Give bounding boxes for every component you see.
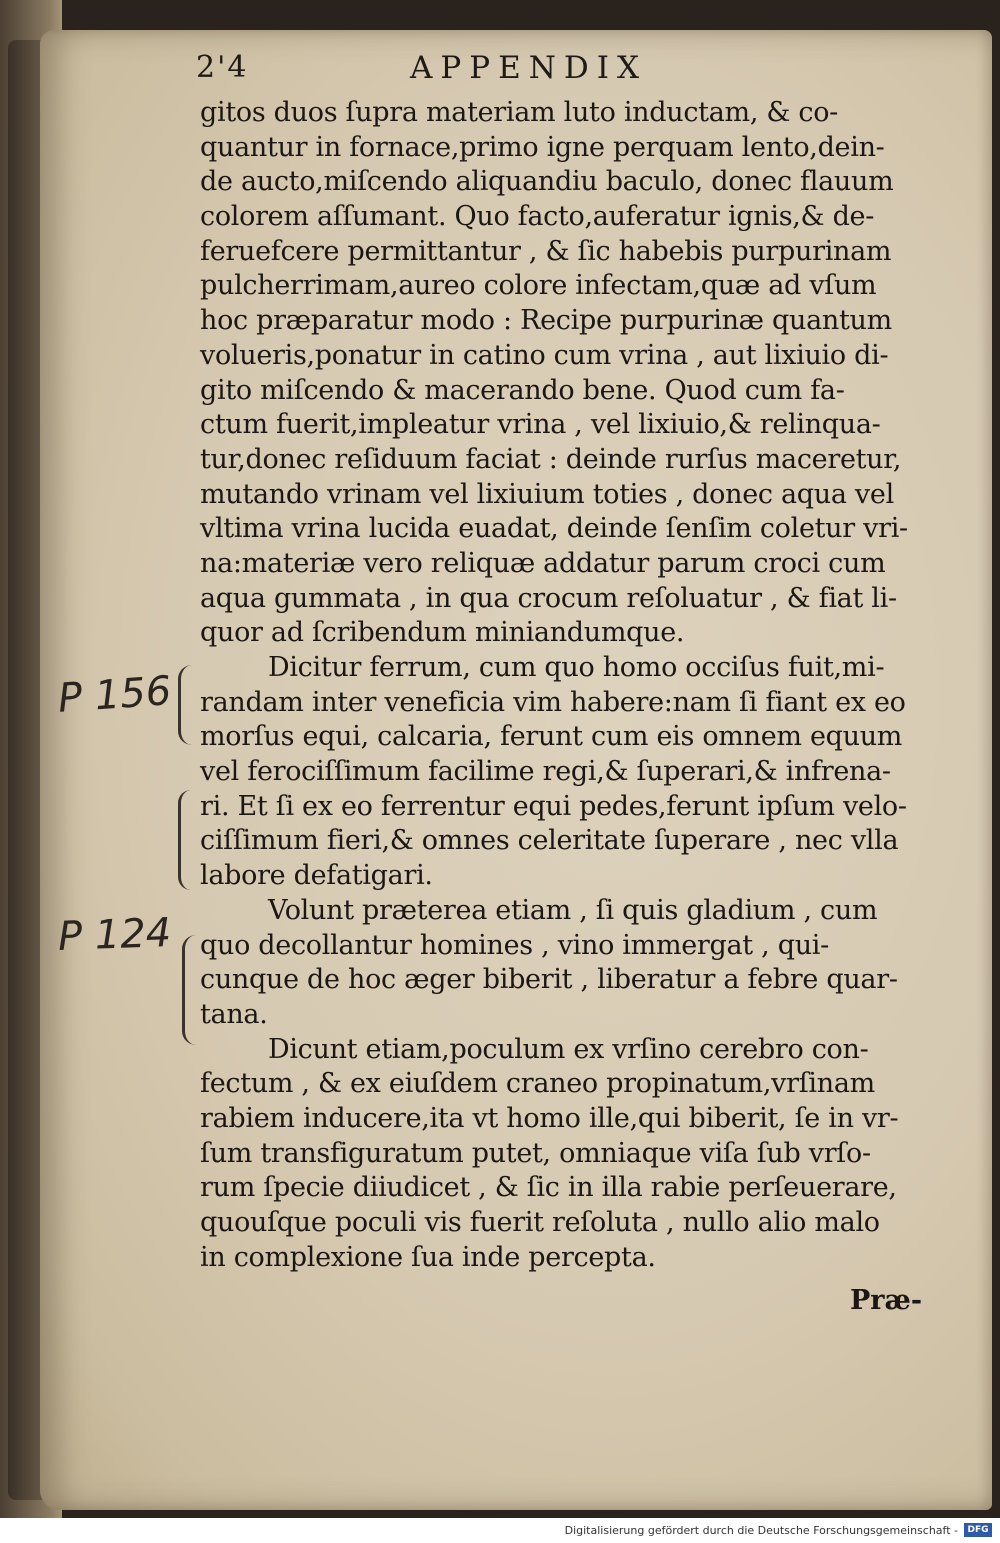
page-header (196, 50, 916, 90)
text-line: rum ſpecie diiudicet , & ſic in illa rabie perſeuerare, (200, 1172, 897, 1204)
text-line: vel ferociſſimum facilime regi,& ſuperari,& infrena- (200, 756, 891, 788)
text-line: de aucto,miſcendo aliquandiu baculo, donec flauum (200, 166, 894, 198)
margin-bracket (182, 935, 197, 1045)
text-line: hoc præparatur modo : Recipe purpurinæ quantum (200, 305, 892, 337)
margin-bracket (178, 790, 191, 890)
text-line: quantur in fornace,primo igne perquam lento,dein- (200, 131, 885, 163)
text-line: gitos duos ſupra materiam luto inductam, & co- (200, 97, 838, 128)
text-line: quouſque poculi vis fuerit reſoluta , nullo alio malo (200, 1207, 880, 1238)
body-text (200, 96, 920, 1275)
page-number: 2'4 (196, 50, 249, 85)
text-line: gito miſcendo & macerando bene. Quod cum fa- (200, 374, 845, 406)
text-line: aqua gummata , in qua crocum reſoluatur , & fiat li- (200, 582, 897, 614)
margin-bracket (178, 665, 195, 745)
running-head: APPENDIX (410, 50, 648, 86)
funding-credit: Digitalisierung gefördert durch die Deutsche Forschungsgemeinschaft - (564, 1524, 958, 1537)
text-line: volueris,ponatur in catino cum vrina , aut lixiuio di- (200, 339, 889, 371)
text-line: rabiem inducere,ita vt homo ille,qui biberit, ſe in vr- (200, 1102, 899, 1134)
paragraph-start-line: Dicitur ferrum, cum quo homo occiſus fuit,mi- (268, 652, 885, 683)
text-line: na:materiæ vero reliquæ addatur parum croci cum (200, 547, 886, 579)
text-line: ctum fuerit,impleatur vrina , vel lixiuio,& relinqua- (200, 409, 881, 441)
text-line: quor ad ſcribendum miniandumque. (200, 617, 685, 649)
text-line: morſus equi, calcaria, ferunt cum eis omnem equum (200, 721, 903, 753)
text-line: tur,donec reſiduum faciat : deinde rurſus maceretur, (200, 443, 902, 475)
text-line: colorem aſſumant. Quo facto,auferatur ignis,& de- (200, 201, 875, 233)
text-line: pulcherrimam,aureo colore infectam,quæ ad vſum (200, 270, 877, 302)
footer-bar (0, 1518, 1000, 1543)
text-line: tana. (200, 998, 268, 1030)
marginal-note: P 156 (56, 668, 173, 722)
paragraph-start-line: Volunt præterea etiam , ſi quis gladium , cum (268, 894, 878, 926)
catchword: Præ- (850, 1285, 923, 1316)
text-line: ri. Et ſi ex eo ferrentur equi pedes,ferunt ipſum velo- (200, 790, 907, 822)
text-line: ciſſimum fieri,& omnes celeritate ſuperare , nec vlla (200, 825, 899, 857)
text-line: randam inter veneficia vim habere:nam ſi fiant ex eo (200, 686, 906, 718)
text-line: cunque de hoc æger biberit , liberatur a febre quar- (200, 964, 898, 996)
text-line: labore defatigari. (200, 860, 433, 892)
text-line: mutando vrinam vel lixiuium toties , donec aqua vel (200, 478, 894, 510)
text-line: ſum transfiguratum putet, omniaque viſa ſub vrſo- (200, 1137, 871, 1169)
marginal-note: P 124 (57, 910, 172, 960)
text-line: quo decollantur homines , vino immergat , qui- (200, 929, 829, 961)
dfg-logo: DFG (964, 1523, 992, 1537)
text-line: fectum , & ex eiuſdem craneo propinatum,vrſinam (200, 1068, 875, 1100)
text-line: in complexione ſua inde percepta. (200, 1241, 656, 1273)
text-line: feruefcere permittantur , & ſic habebis purpurinam (200, 235, 892, 267)
text-line: vltima vrina lucida euadat, deinde ſenſim coletur vri- (200, 513, 908, 545)
paragraph-start-line: Dicunt etiam,poculum ex vrſino cerebro con- (268, 1033, 869, 1065)
